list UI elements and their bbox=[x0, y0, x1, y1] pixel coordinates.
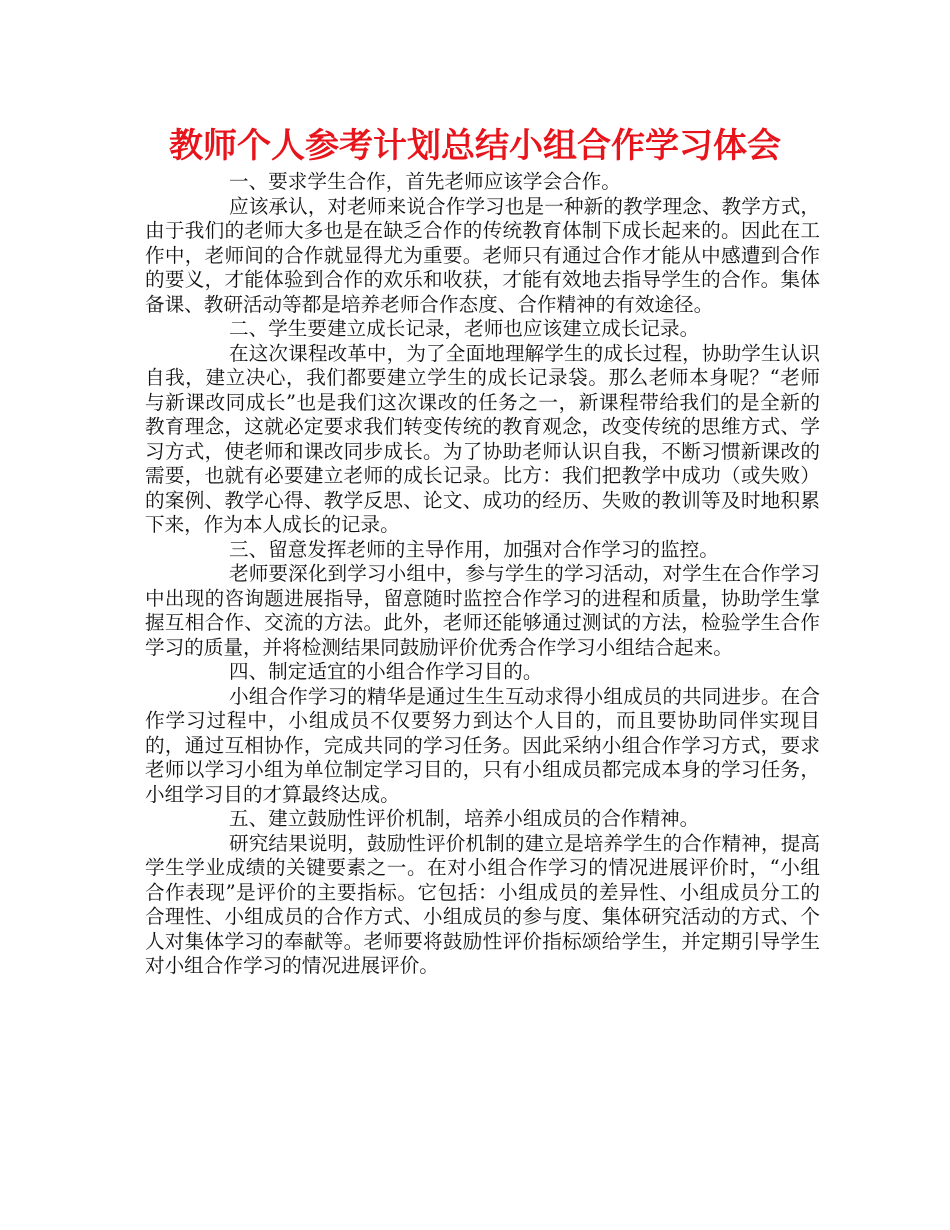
section-heading-2: 二、学生要建立成长记录，老师也应该建立成长记录。 bbox=[229, 317, 700, 340]
section-body-1: 应该承认，对老师来说合作学习也是一种新的教学理念、教学方式，由于我们的老师大多也是在缺乏合作的传统教育体制下成长起来的。因此在工作中，老师间的合作就显得尤为重要。老师只有通过合作才能从中感遭到合作的要义，才能体验到合作的欢乐和收获，才能有效地去指导学生的合作。集体备课、教研活动等都是培养老师合作态度、合作精神的有效途径。 bbox=[145, 194, 820, 316]
section-body-2: 在这次课程改革中，为了全面地理解学生的成长过程，协助学生认识自我，建立决心，我们都要建立学生的成长记录袋。那么老师本身呢？“老师与新课改同成长”也是我们这次课改的任务之一，新课程带给我们的是全新的教育理念，这就必定要求我们转变传统的教育观念，改变传统的思维方式、学习方式，使老师和课改同步成长。为了协助老师认识自我，不断习惯新课改的需要，也就有必要建立老师的成长记录。比方：我们把教学中成功（或失败）的案例、教学心得、教学反思、论文、成功的经历、失败的教训等及时地积累下来，作为本人成长的记录。 bbox=[145, 341, 820, 536]
section-body-3: 老师要深化到学习小组中，参与学生的学习活动，对学生在合作学习中出现的咨询题进展指导，留意随时监控合作学习的进程和质量，协助学生掌握互相合作、交流的方法。此外，老师还能够通过测试的方法，检验学生合作学习的质量，并将检测结果同鼓励评价优秀合作学习小组结合起来。 bbox=[145, 562, 820, 659]
document-body bbox=[145, 170, 820, 979]
section-heading-4: 四、制定适宜的小组合作学习目的。 bbox=[229, 660, 543, 683]
section-body-4: 小组合作学习的精华是通过生生互动求得小组成员的共同进步。在合作学习过程中，小组成员不仅要努力到达个人目的，而且要协助同伴实现目的，通过互相协作，完成共同的学习任务。因此采纳小组合作学习方式，要求老师以学习小组为单位制定学习目的，只有小组成员都完成本身的学习任务，小组学习目的才算最终达成。 bbox=[145, 684, 820, 806]
section-heading-3: 三、留意发挥老师的主导作用，加强对合作学习的监控。 bbox=[229, 537, 719, 561]
section-heading-5: 五、建立鼓励性评价机制，培养小组成员的合作精神。 bbox=[229, 807, 700, 830]
section-body-5: 研究结果说明，鼓励性评价机制的建立是培养学生的合作精神，提高学生学业成绩的关键要素之一。在对小组合作学习的情况进展评价时，“小组合作表现”是评价的主要指标。它包括：小组成员的差异性、小组成员分工的合理性、小组成员的合作方式、小组成员的参与度、集体研究活动的方式、个人对集体学习的奉献等。老师要将鼓励性评价指标颂给学生，并定期引导学生对小组合作学习的情况进展评价。 bbox=[145, 831, 820, 977]
document-title: 教师个人参考计划总结小组合作学习体会 bbox=[169, 126, 781, 166]
section-heading-1: 一、要求学生合作，首先老师应该学会合作。 bbox=[229, 170, 621, 193]
